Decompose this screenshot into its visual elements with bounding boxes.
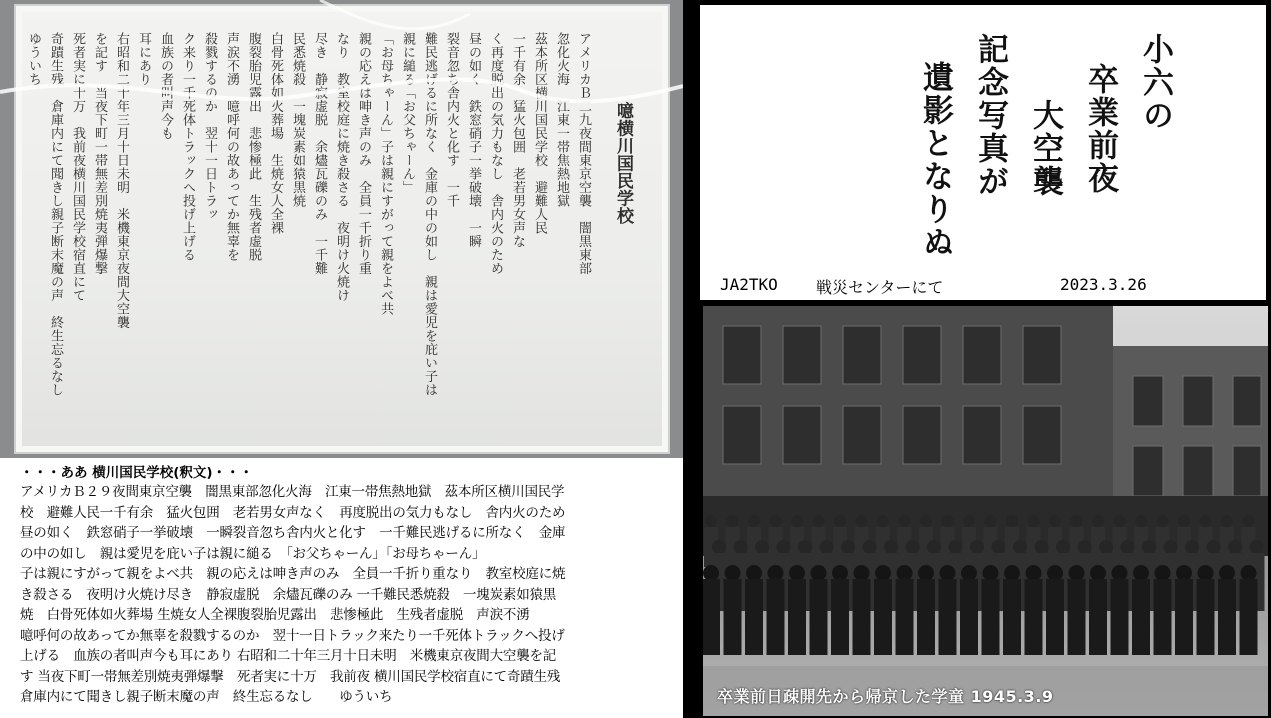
transcription-line: 子は親にすがって親をよべ共 親の応えは呻き声のみ 全員一千折り重なり 教室校庭に焼: [20, 566, 566, 582]
plaque-column: 声涙不湧 噫呼何の故あってか無辜を: [224, 32, 239, 262]
transcription-heading: ・・・ああ 横川国民学校(釈文)・・・: [20, 465, 254, 481]
plaque-column: 腹裂胎児露出 悲惨極此 生残者虚脱: [246, 32, 261, 262]
child-figure-head: [1035, 540, 1049, 554]
plaque-column: 奇蹟生残 倉庫内にて聞きし親子断末魔の声 終生忘るなし: [48, 32, 63, 397]
child-figure-head: [1006, 515, 1018, 527]
transcription-line: き殺さる 夜明け火焼け尽き 静寂虚脱 余燼瓦礫のみ 一千難民悉焼殺 一塊炭素如猿黒: [20, 586, 557, 603]
child-figure-head: [1178, 515, 1190, 527]
child-figure-head: [1069, 565, 1085, 581]
child-figure-head: [841, 540, 855, 554]
child-figure-head: [811, 565, 827, 581]
plaque-column: 白骨死体如火葬場 生焼女人全裸: [268, 32, 283, 235]
child-figure-head: [1243, 515, 1255, 527]
child-figure-head: [1092, 515, 1104, 527]
plaque-column: 難民逃げるに所なく 金庫の中の如し 親は愛児を庇い子は: [422, 32, 437, 397]
child-figure-head: [768, 565, 784, 581]
child-figure-head: [727, 515, 739, 527]
child-figure-head: [985, 515, 997, 527]
child-figure-body: [1197, 579, 1215, 655]
title-line-4: 記念写真が: [972, 33, 1008, 198]
plaque-column: なり 教室校庭に焼き殺さる 夜明け火焼け: [334, 32, 349, 302]
child-figure-head: [1176, 565, 1192, 581]
child-figure-body: [767, 579, 785, 655]
child-figure-body: [960, 579, 978, 655]
title-line-2: 卒業前夜: [1082, 63, 1118, 195]
child-figure-head: [1135, 515, 1147, 527]
child-figure-head: [942, 515, 954, 527]
child-figure-head: [712, 540, 726, 554]
child-figure-head: [854, 565, 870, 581]
child-figure-head: [770, 515, 782, 527]
plaque-column: 血族の者叫声今も: [158, 32, 173, 140]
child-figure-head: [1013, 540, 1027, 554]
plaque-column: 茲本所区横川国民学校 避難人民: [532, 32, 547, 235]
child-figure-head: [884, 540, 898, 554]
plaque-column: 一千有余 猛火包囲 老若男女声な: [510, 32, 525, 248]
child-figure-head: [1071, 515, 1083, 527]
child-figure-head: [1114, 515, 1126, 527]
plaque-column: 親に縋る「お父ちゃーん」: [400, 32, 415, 194]
child-figure-head: [789, 565, 805, 581]
photo-caption: 卒業前日疎開先から帰京した学童 1945.3.9: [717, 687, 1054, 706]
child-figure-body: [1068, 579, 1086, 655]
child-figure-head: [1121, 540, 1135, 554]
title-line-5: 遺影となりぬ: [917, 61, 953, 259]
child-figure-head: [927, 540, 941, 554]
child-figure-body: [917, 579, 935, 655]
child-figure-head: [863, 540, 877, 554]
plaque-column: 民悉焼殺 一塊炭素如猿黒焼: [290, 32, 305, 208]
child-figure-head: [1133, 565, 1149, 581]
child-figure-head: [856, 515, 868, 527]
plaque-column: 親の応えは呻き声のみ 全員一千折り重: [356, 32, 371, 275]
child-figure-head: [1200, 515, 1212, 527]
child-figure-head: [725, 565, 741, 581]
child-figure-body: [724, 579, 742, 655]
child-figure-head: [949, 540, 963, 554]
child-figure-head: [1047, 565, 1063, 581]
child-figure-head: [1228, 540, 1242, 554]
child-figure-head: [920, 515, 932, 527]
transcription-line: 焼 白骨死体如火葬場 生焼女人全裸腹裂胎児露出 悲惨極此 生残者虚脱 声涙不湧: [20, 607, 530, 623]
child-figure-body: [831, 579, 849, 655]
child-figure-head: [1090, 565, 1106, 581]
child-figure-head: [791, 515, 803, 527]
child-figure-body: [982, 579, 1000, 655]
child-figure-head: [897, 565, 913, 581]
plaque-column: ゆういち: [26, 32, 41, 86]
child-figure-body: [939, 579, 957, 655]
child-figure-head: [983, 565, 999, 581]
school-children-photo: [703, 306, 1268, 716]
child-figure-head: [970, 540, 984, 554]
child-figure-body: [1025, 579, 1043, 655]
child-figure-head: [746, 565, 762, 581]
transcription-line: す 当夜下町一帯無差別焼夷弾爆撃 死者実に十万 我前夜 横川国民学校宿直にて奇蹟生残: [20, 668, 561, 685]
child-figure-body: [896, 579, 914, 655]
child-figure-body: [1132, 579, 1150, 655]
child-figure-body: [788, 579, 806, 655]
child-figure-head: [748, 515, 760, 527]
child-figure-head: [1157, 515, 1169, 527]
plaque-column: ク来り一千死体トラックへ投げ上げる: [180, 32, 195, 262]
child-figure-body: [1003, 579, 1021, 655]
plaque-column: 殺戮するのか 翌十一日トラッ: [202, 32, 217, 221]
vertical-title: [917, 33, 1173, 259]
child-figure-head: [1155, 565, 1171, 581]
child-figure-head: [1099, 540, 1113, 554]
child-figure-head: [877, 515, 889, 527]
child-figure-head: [734, 540, 748, 554]
title-card: [700, 5, 1266, 300]
child-figure-head: [1056, 540, 1070, 554]
child-figure-head: [777, 540, 791, 554]
child-figure-head: [834, 515, 846, 527]
plaque-column: 死者実に十万 我前夜横川国民学校宿直にて: [70, 32, 85, 302]
plaque-column: 尽き 静寂虚脱 余燼瓦礫のみ 一千難: [312, 32, 327, 275]
title-line-1: 小六の: [1137, 33, 1173, 132]
plaque-column: を記す 当夜下町一帯無差別焼夷弾爆撃: [92, 32, 107, 275]
child-figure-head: [992, 540, 1006, 554]
plaque-column: く再度脱出の気力もなし 舎内火のため: [488, 32, 503, 275]
plaque-column: 右昭和二十年三月十日未明 米機東京夜間大空襲: [114, 32, 129, 329]
child-figure-head: [1028, 515, 1040, 527]
historic-photo: [703, 306, 1268, 716]
child-figure-head: [1219, 565, 1235, 581]
transcription-body: [20, 482, 675, 708]
child-figure-body: [1154, 579, 1172, 655]
plaque-column: 忽化火海 江東一帯焦熱地獄: [554, 32, 569, 208]
plaque-column: 耳にあり: [136, 32, 151, 86]
child-figure-head: [798, 540, 812, 554]
child-figure-head: [1198, 565, 1214, 581]
child-figure-head: [940, 565, 956, 581]
plaque-column: 昼の如く 鉄窓硝子一挙破壊 一瞬: [466, 32, 481, 248]
child-figure-head: [1026, 565, 1042, 581]
transcription-line: 上げる 血族の者叫声今も耳にあり 右昭和二十年三月十日未明 米機東京夜間大空襲を記: [20, 648, 557, 664]
child-figure-head: [899, 515, 911, 527]
plaque-title: 噫横川国民学校: [613, 102, 633, 225]
date-label: 2023.3.26: [1060, 275, 1147, 294]
callsign: JA2TKO: [720, 275, 778, 294]
child-figure-head: [1221, 515, 1233, 527]
child-figure-head: [1078, 540, 1092, 554]
transcription-line: 昼の如く 鉄窓硝子一挙破壊 一瞬裂音忽ち舎内火と化す 一千難民逃げるに所なく 金庫: [20, 525, 566, 541]
plaque-column: アメリカＢ二九夜間東京空襲 闇黒東部: [576, 32, 591, 275]
plaque-column: 裂音忽ち舎内火と化す 一千: [444, 32, 459, 208]
child-figure-head: [1241, 565, 1257, 581]
child-figure-head: [755, 540, 769, 554]
child-figure-head: [1164, 540, 1178, 554]
child-figure-body: [1218, 579, 1236, 655]
child-figure-head: [1250, 540, 1264, 554]
child-figure-body: [1089, 579, 1107, 655]
transcription-line: 校 避難人民一千有余 猛火包囲 老若男女声なく 再度脱出の気力もなし 舎内火のため: [20, 504, 566, 521]
child-figure-head: [705, 515, 717, 527]
child-figure-head: [1004, 565, 1020, 581]
glare-reflection: [0, 0, 683, 458]
child-figure-head: [1142, 540, 1156, 554]
transcription-line: の中の如し 親は愛児を庇い子は親に縋る 「お父ちゃーん」「お母ちゃーん」: [20, 545, 486, 562]
child-figure-head: [1207, 540, 1221, 554]
child-figure-body: [703, 579, 720, 655]
child-figure-head: [963, 515, 975, 527]
child-figure-body: [853, 579, 871, 655]
child-figure-body: [745, 579, 763, 655]
transcription-line: アメリカＢ２９夜間東京空襲 闇黒東部忽化火海 江東一帯焦熱地獄 茲本所区横川国民学: [20, 484, 565, 500]
child-figure-body: [1046, 579, 1064, 655]
poem-plaque-photo: [0, 0, 683, 458]
child-figure-head: [813, 515, 825, 527]
child-figure-head: [906, 540, 920, 554]
transcription-line: 噫呼何の故あってか無辜を殺戮するのか 翌十一日トラック来たり一千死体トラックへ投げ: [20, 627, 565, 644]
child-figure-head: [1112, 565, 1128, 581]
title-line-3: 大空襲: [1027, 99, 1063, 198]
child-figure-head: [918, 565, 934, 581]
child-figure-head: [1185, 540, 1199, 554]
child-figure-head: [820, 540, 834, 554]
child-figure-body: [1111, 579, 1129, 655]
child-figure-head: [875, 565, 891, 581]
transcription-panel: [0, 458, 683, 718]
child-figure-head: [1049, 515, 1061, 527]
child-figure-head: [703, 565, 719, 581]
child-figure-head: [832, 565, 848, 581]
child-figure-body: [1240, 579, 1258, 655]
child-figure-head: [961, 565, 977, 581]
plaque-column: 「お母ちゃーん」子は親にすがって親をよべ共: [378, 32, 393, 316]
child-figure-body: [874, 579, 892, 655]
location-label: 戦災センターにて: [816, 278, 944, 297]
child-figure-body: [1175, 579, 1193, 655]
child-figure-body: [810, 579, 828, 655]
transcription-line: 倉庫内にて聞きし親子断末魔の声 終生忘るなし ゆういち: [20, 689, 393, 705]
